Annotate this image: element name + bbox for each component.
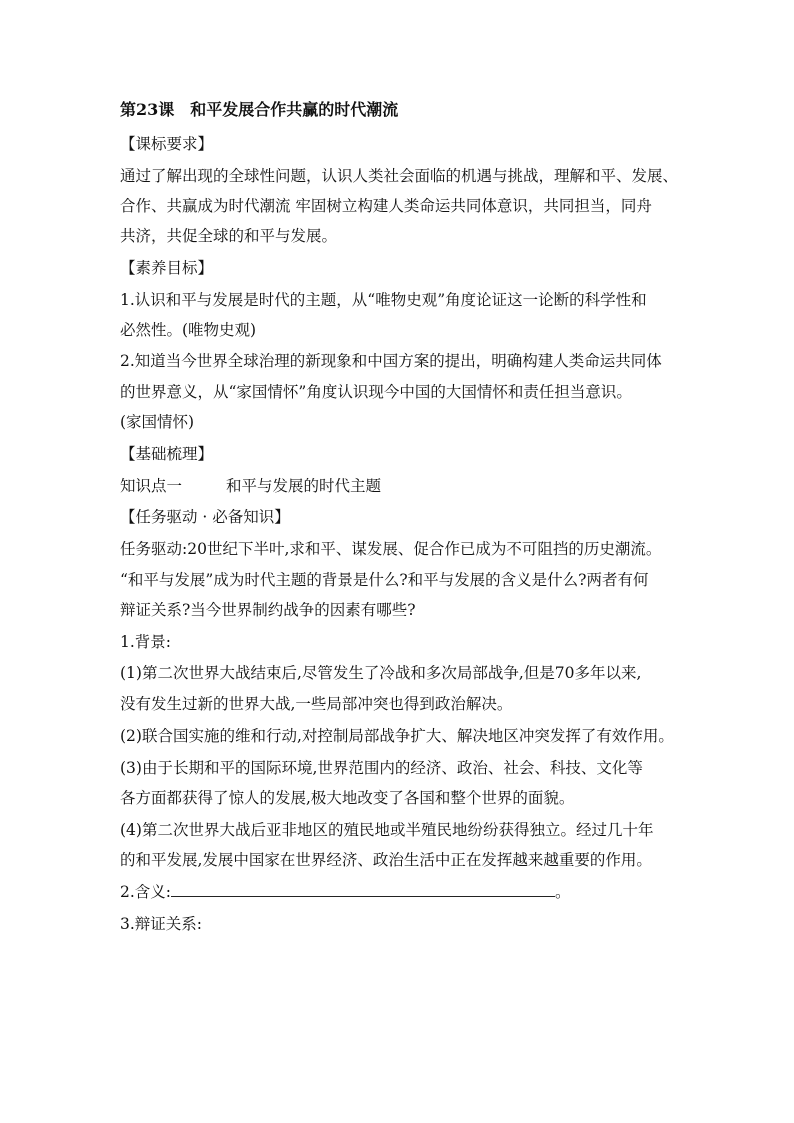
section-heading-renwu: 【任务驱动 · 必备知识】 bbox=[120, 508, 290, 526]
suyang-line: 的世界意义，从“家国情怀”角度认识现今中国的大国情怀和责任担当意识。 bbox=[120, 383, 632, 401]
background-line: (4)第二次世界大战后亚非地区的殖民地或半殖民地纷纷获得独立。经过几十年 bbox=[120, 821, 654, 839]
task-line: 任务驱动:20世纪下半叶,求和平、谋发展、促合作已成为不可阻挡的历史潮流。 bbox=[120, 540, 662, 558]
dialectic-heading: 3.辩证关系: bbox=[120, 915, 203, 933]
background-heading: 1.背景: bbox=[120, 633, 172, 651]
background-line: 没有发生过新的世界大战,一些局部冲突也得到政治解决。 bbox=[120, 695, 513, 713]
kebiao-line: 合作、共赢成为时代潮流 牢固树立构建人类命运共同体意识，共同担当，同舟 bbox=[120, 197, 652, 215]
section-heading-jichu: 【基础梳理】 bbox=[120, 445, 214, 463]
suyang-line: 1.认识和平与发展是时代的主题，从“唯物史观”角度论证这一论断的科学性和 bbox=[120, 291, 647, 309]
background-line: 各方面都获得了惊人的发展,极大地改变了各国和整个世界的面貌。 bbox=[120, 789, 575, 807]
knowledge-point-label: 知识点一 bbox=[120, 477, 183, 495]
section-heading-suyang: 【素养目标】 bbox=[120, 259, 214, 277]
suyang-line: 2.知道当今世界全球治理的新现象和中国方案的提出，明确构建人类命运共同体 bbox=[120, 352, 662, 370]
background-line: (2)联合国实施的维和行动,对控制局部战争扩大、解决地区冲突发挥了有效作用。 bbox=[120, 727, 674, 745]
section-heading-kebiao: 【课标要求】 bbox=[120, 135, 214, 153]
knowledge-point-heading bbox=[120, 476, 381, 496]
meaning-item bbox=[120, 882, 571, 902]
kebiao-line: 通过了解出现的全球性问题，认识人类社会面临的机遇与挑战，理解和平、发展、 bbox=[120, 167, 679, 185]
background-line: (3)由于长期和平的国际环境,世界范围内的经济、政治、社会、科技、文化等 bbox=[120, 759, 643, 777]
meaning-label: 2.含义: bbox=[120, 883, 172, 901]
meaning-end-mark: 。 bbox=[555, 883, 571, 901]
lesson-title: 第23课 和平发展合作共赢的时代潮流 bbox=[120, 100, 399, 119]
kebiao-line: 共济，共促全球的和平与发展。 bbox=[120, 227, 338, 245]
background-line: 的和平发展,发展中国家在世界经济、政治生活中正在发挥越来越重要的作用。 bbox=[120, 851, 652, 869]
knowledge-point-title: 和平与发展的时代主题 bbox=[226, 477, 382, 495]
suyang-line: (家国情怀) bbox=[120, 413, 195, 431]
task-line: “和平与发展”成为时代主题的背景是什么?和平与发展的含义是什么?两者有何 bbox=[120, 571, 649, 589]
background-line: (1)第二次世界大战结束后,尽管发生了冷战和多次局部战争,但是70多年以来, bbox=[120, 664, 642, 682]
task-line: 辩证关系?当今世界制约战争的因素有哪些? bbox=[120, 601, 416, 619]
suyang-line: 必然性。(唯物史观) bbox=[120, 321, 257, 339]
meaning-answer-blank[interactable] bbox=[171, 882, 555, 897]
